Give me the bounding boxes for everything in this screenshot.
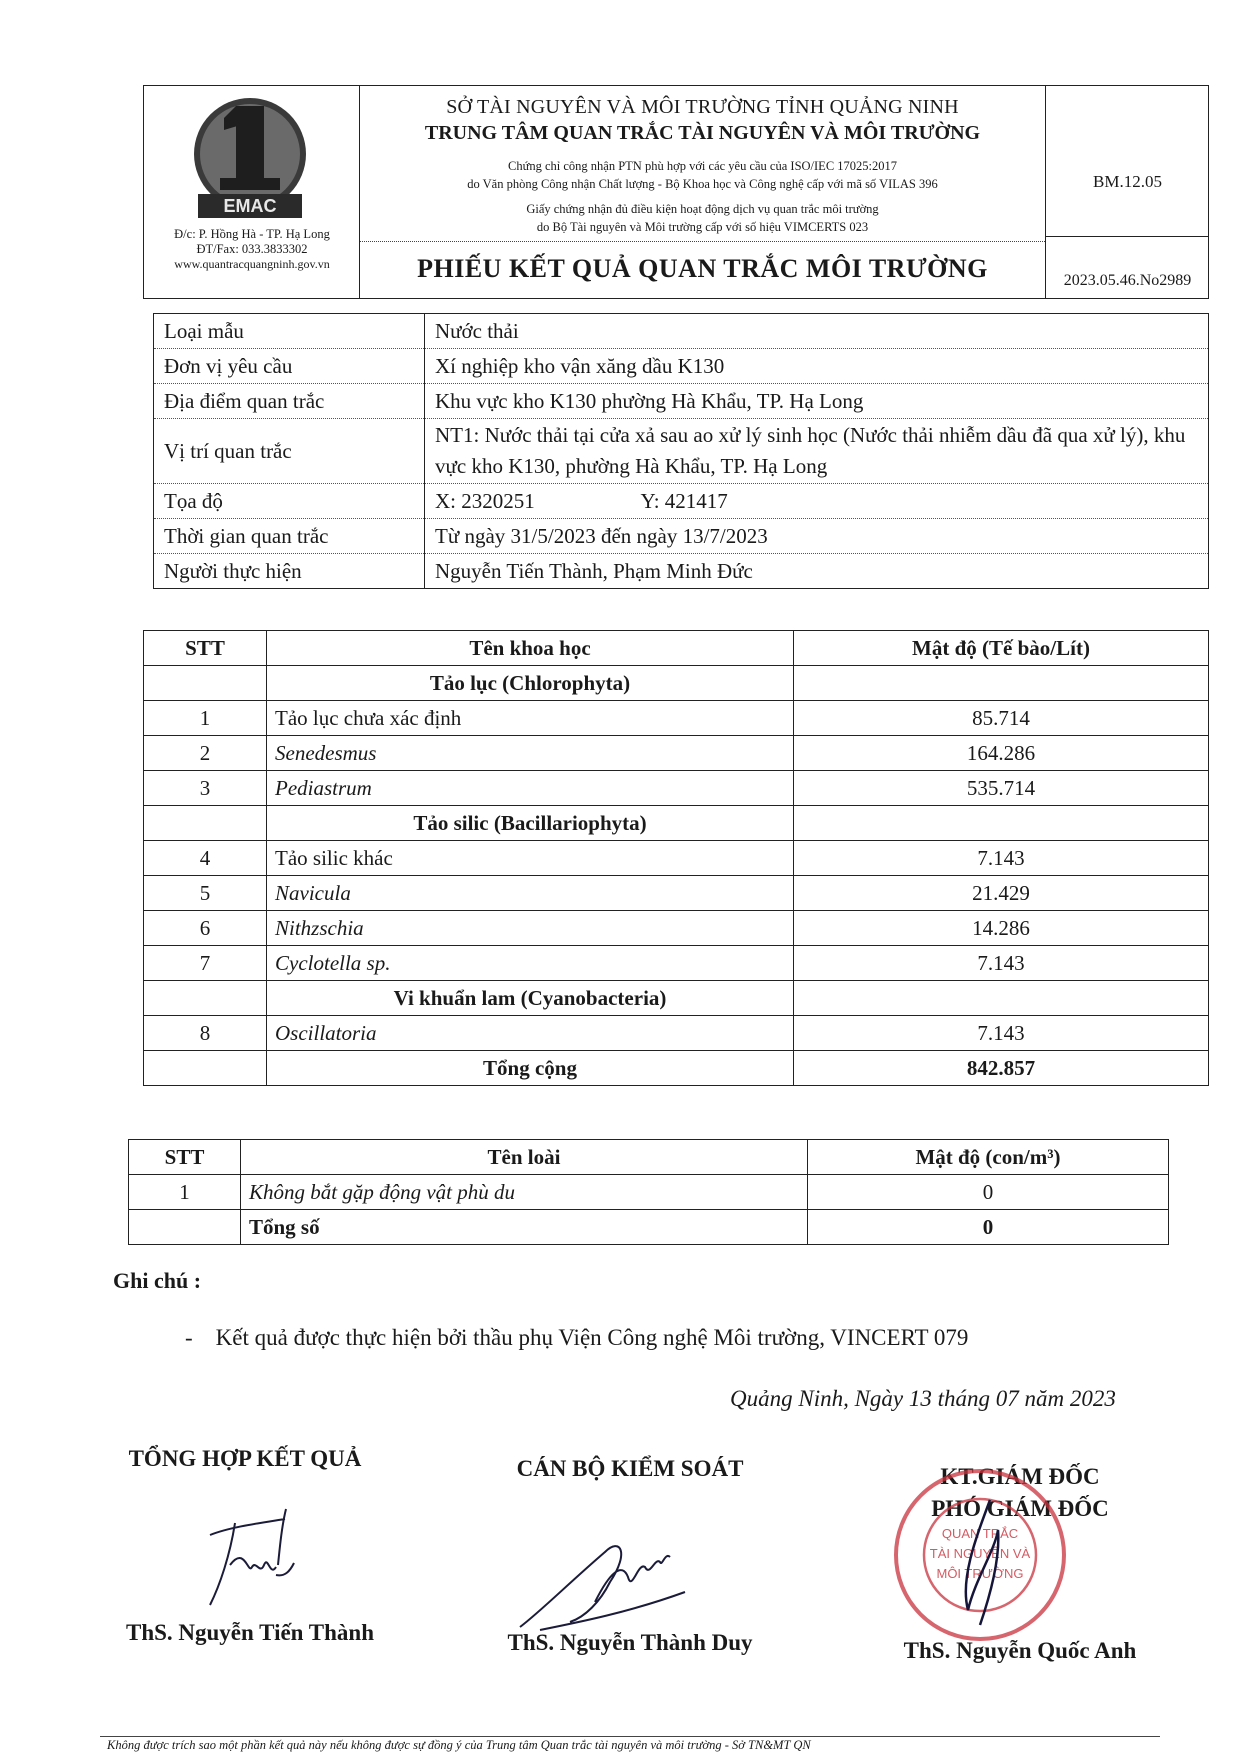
code-divider <box>1046 236 1208 237</box>
species-cell: Tảo lục chưa xác định <box>267 701 794 736</box>
info-value: Khu vực kho K130 phường Hà Khẩu, TP. Hạ Long <box>425 384 1209 419</box>
svg-text:MÔI TRƯỜNG: MÔI TRƯỜNG <box>936 1566 1024 1581</box>
group-row <box>144 981 1209 1016</box>
stt-cell: 6 <box>144 911 267 946</box>
info-row <box>154 519 1209 554</box>
info-value: Từ ngày 31/5/2023 đến ngày 13/7/2023 <box>425 519 1209 554</box>
official-stamp-icon <box>880 1460 1080 1645</box>
info-label: Người thực hiện <box>154 554 425 589</box>
signature-thanh-icon <box>190 1505 310 1615</box>
info-value: NT1: Nước thải tại cửa xả sau ao xử lý sinh học (Nước thải nhiễm dầu đã qua xử lý), khu vực kho K130, phường Hà Khẩu, TP. Hạ Long <box>425 419 1209 484</box>
table-row <box>144 1016 1209 1051</box>
org-address: Đ/c: P. Hồng Hà - TP. Hạ Long <box>174 227 330 241</box>
col-header-density: Mật độ (Tế bào/Lít) <box>794 631 1209 666</box>
density-cell: 164.286 <box>794 736 1209 771</box>
empty-cell <box>144 1051 267 1086</box>
info-row <box>154 484 1209 519</box>
info-row <box>154 554 1209 589</box>
info-label: Vị trí quan trắc <box>154 419 425 484</box>
info-value <box>425 484 1209 519</box>
info-row <box>154 419 1209 484</box>
stt-cell: 4 <box>144 841 267 876</box>
form-code: BM.12.05 <box>1093 172 1162 191</box>
table-row <box>144 701 1209 736</box>
signature-title-3b: PHÓ GIÁM ĐỐC <box>931 1496 1109 1521</box>
logo-text: EMAC <box>223 196 277 216</box>
info-value: Nước thải <box>425 314 1209 349</box>
org-phone: ĐT/Fax: 033.3833302 <box>196 242 308 256</box>
species-cell: Senedesmus <box>267 736 794 771</box>
cert-line-2: do Văn phòng Công nhận Chất lượng - Bộ Khoa học và Công nghệ cấp với mã số VILAS 396 <box>467 177 938 191</box>
bullet-dash: - <box>185 1325 216 1350</box>
cert-line-3: Giấy chứng nhận đủ điều kiện hoạt động dịch vụ quan trắc môi trường <box>526 202 879 216</box>
signature-duy-icon <box>510 1522 700 1642</box>
empty-cell <box>794 666 1209 701</box>
info-label: Tọa độ <box>154 484 425 519</box>
document-number: 2023.05.46.No2989 <box>1063 272 1192 289</box>
document-title: PHIẾU KẾT QUẢ QUAN TRẮC MÔI TRƯỜNG <box>417 254 988 283</box>
density-cell: 7.143 <box>794 946 1209 981</box>
header-divider <box>360 241 1045 242</box>
density-cell: 0 <box>808 1175 1169 1210</box>
total-label: Tổng cộng <box>267 1051 794 1086</box>
empty-cell <box>794 806 1209 841</box>
species-cell: Pediastrum <box>267 771 794 806</box>
table-header-row <box>129 1140 1169 1175</box>
group-title: Vi khuẩn lam (Cyanobacteria) <box>267 981 794 1016</box>
table-row <box>144 771 1209 806</box>
zooplankton-table <box>128 1139 1169 1245</box>
info-row <box>154 384 1209 419</box>
info-label: Thời gian quan trắc <box>154 519 425 554</box>
info-row <box>154 349 1209 384</box>
footer-divider <box>100 1736 1160 1737</box>
col-header-name: Tên loài <box>241 1140 808 1175</box>
phytoplankton-table <box>143 630 1209 1086</box>
coord-x: X: 2320251 <box>435 488 535 513</box>
total-row <box>144 1051 1209 1086</box>
cert-line-4: do Bộ Tài nguyên và Môi trường cấp với số hiệu VIMCERTS 023 <box>536 220 869 234</box>
col-header-stt: STT <box>144 631 267 666</box>
svg-text:QUAN TRẮC: QUAN TRẮC <box>941 1526 1019 1541</box>
table-row <box>144 946 1209 981</box>
species-cell: Nithzschia <box>267 911 794 946</box>
stt-cell: 2 <box>144 736 267 771</box>
table-row <box>144 841 1209 876</box>
signer-name-3: ThS. Nguyễn Quốc Anh <box>903 1638 1137 1663</box>
table-header-row <box>144 631 1209 666</box>
note-text: Kết quả được thực hiện bởi thầu phụ Viện Công nghệ Môi trường, VINCERT 079 <box>215 1325 969 1350</box>
stt-cell: 7 <box>144 946 267 981</box>
density-cell: 535.714 <box>794 771 1209 806</box>
empty-cell <box>144 981 267 1016</box>
info-row <box>154 314 1209 349</box>
stt-cell: 1 <box>144 701 267 736</box>
table-row <box>144 876 1209 911</box>
org-website: www.quantracquangninh.gov.vn <box>174 257 330 271</box>
empty-cell <box>794 981 1209 1016</box>
density-cell: 21.429 <box>794 876 1209 911</box>
stt-cell: 5 <box>144 876 267 911</box>
footer-disclaimer: Không được trích sao một phần kết quả này nếu không được sự đồng ý của Trung tâm Quan trắc tài nguyên và môi trường - Sở TN&MT QN <box>107 1738 811 1752</box>
species-cell: Cyclotella sp. <box>267 946 794 981</box>
stt-cell: 8 <box>144 1016 267 1051</box>
header-logo-cell <box>144 86 360 298</box>
total-label: Tổng số <box>241 1210 808 1245</box>
coord-y: Y: 421417 <box>640 488 728 513</box>
col-header-stt: STT <box>129 1140 241 1175</box>
org-parent: SỞ TÀI NGUYÊN VÀ MÔI TRƯỜNG TỈNH QUẢNG NINH <box>446 96 959 118</box>
signer-name-1: ThS. Nguyễn Tiến Thành <box>125 1620 375 1645</box>
signer-name-2: ThS. Nguyễn Thành Duy <box>507 1630 753 1655</box>
signature-title-2: CÁN BỘ KIỂM SOÁT <box>516 1456 744 1481</box>
total-value: 842.857 <box>794 1051 1209 1086</box>
info-label: Loại mẫu <box>154 314 425 349</box>
notes-heading: Ghi chú : <box>113 1268 202 1293</box>
info-label: Địa điểm quan trắc <box>154 384 425 419</box>
total-value: 0 <box>808 1210 1169 1245</box>
empty-cell <box>144 806 267 841</box>
group-title: Tảo silic (Bacillariophyta) <box>267 806 794 841</box>
info-value: Nguyễn Tiến Thành, Phạm Minh Đức <box>435 558 753 583</box>
density-cell: 7.143 <box>794 1016 1209 1051</box>
density-cell: 14.286 <box>794 911 1209 946</box>
table-row <box>144 911 1209 946</box>
col-header-name: Tên khoa học <box>267 631 794 666</box>
group-title: Tảo lục (Chlorophyta) <box>267 666 794 701</box>
density-cell: 85.714 <box>794 701 1209 736</box>
signature-title-3a: KT.GIÁM ĐỐC <box>940 1464 1100 1489</box>
empty-cell <box>144 666 267 701</box>
note-item <box>185 1325 968 1351</box>
date-line: Quảng Ninh, Ngày 13 tháng 07 năm 2023 <box>730 1386 1116 1411</box>
info-value: Xí nghiệp kho vận xăng dầu K130 <box>425 349 1209 384</box>
total-row <box>129 1210 1169 1245</box>
density-cell: 7.143 <box>794 841 1209 876</box>
species-cell: Không bắt gặp động vật phù du <box>241 1175 808 1210</box>
signature-title-1: TỔNG HỢP KẾT QUẢ <box>128 1446 362 1471</box>
species-cell: Tảo silic khác <box>267 841 794 876</box>
stt-cell: 1 <box>129 1175 241 1210</box>
species-cell: Navicula <box>267 876 794 911</box>
group-row <box>144 806 1209 841</box>
empty-cell <box>129 1210 241 1245</box>
table-row <box>144 736 1209 771</box>
table-row <box>129 1175 1169 1210</box>
col-header-density: Mật độ (con/m³) <box>808 1140 1169 1175</box>
svg-text:TÀI NGUYÊN VÀ: TÀI NGUYÊN VÀ <box>929 1546 1031 1561</box>
info-label: Đơn vị yêu cầu <box>154 349 425 384</box>
cert-line-1: Chứng chỉ công nhận PTN phù hợp với các yêu cầu của ISO/IEC 17025:2017 <box>507 159 898 173</box>
org-name: TRUNG TÂM QUAN TRẮC TÀI NGUYÊN VÀ MÔI TRƯỜNG <box>424 122 981 144</box>
stt-cell: 3 <box>144 771 267 806</box>
sample-info-table <box>153 313 1209 589</box>
species-cell: Oscillatoria <box>267 1016 794 1051</box>
emac-logo-icon <box>184 96 316 226</box>
header-code-cell <box>1045 86 1208 298</box>
group-row <box>144 666 1209 701</box>
